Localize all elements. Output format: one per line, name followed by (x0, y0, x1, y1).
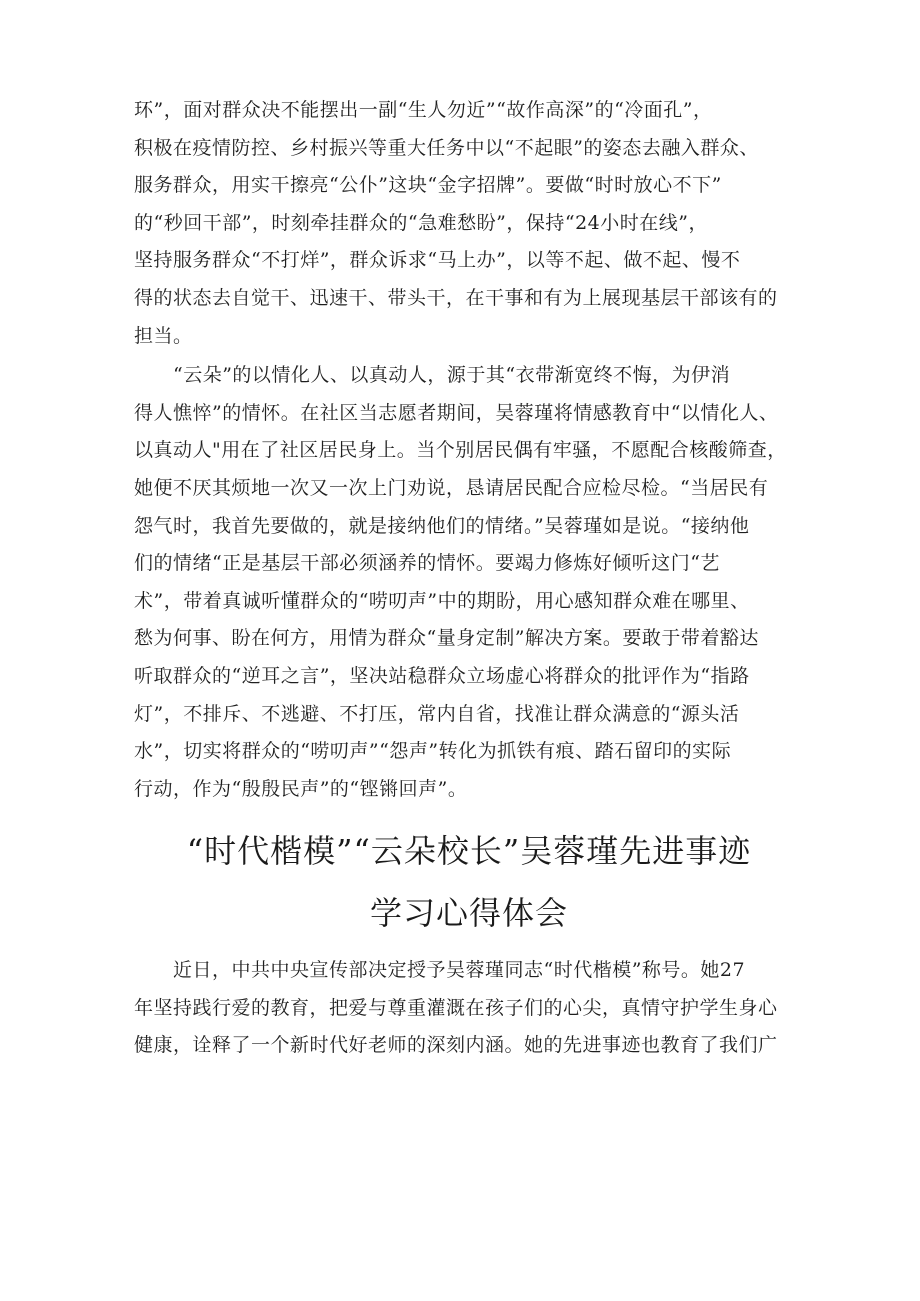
text-line: 听取群众的“逆耳之言”，坚决站稳群众立场虚心将群众的批评作为“指路 (134, 664, 750, 687)
text-line: 们的情绪“正是基层干部必须涵养的情怀。要竭力修炼好倾听这门“艺 (134, 552, 720, 575)
text-line: 积极在疫情防控、乡村振兴等重大任务中以“不起眼”的姿态去融入群众、 (134, 136, 759, 159)
text-line: 年坚持践行爱的教育，把爱与尊重灌溉在孩子们的心尖，真情守护学生身心 (134, 996, 778, 1019)
text-line: 坚持服务群众“不打烊”，群众诉求“马上办”，以等不起、做不起、慢不 (134, 249, 741, 272)
text-line: 环”，面对群众决不能摆出一副“生人勿近”“故作高深”的“冷面孔”， (134, 99, 713, 121)
document-body (134, 92, 804, 1065)
text-line: 得的状态去自觉干、迅速干、带头干，在干事和有为上展现基层干部该有的 (134, 286, 778, 309)
text-line: 近日，中共中央宣传部决定授予吴蓉瑾同志“时代楷模”称号。她27 (134, 959, 746, 982)
text-line: 她便不厌其烦地一次又一次上门劝说，恳请居民配合应检尽检。“当居民有 (134, 476, 769, 499)
title-line-1: “时代楷模”“云朵校长”吴蓉瑾先进事迹 (186, 832, 752, 871)
text-line: 怨气时，我首先要做的，就是接纳他们的情绪。”吴蓉瑾如是说。“接纳他 (134, 514, 750, 537)
paragraph-2 (134, 357, 804, 808)
text-line: “云朵”的以情化人、以真动人，源于其“衣带渐宽终不悔，为伊消 (134, 364, 731, 387)
paragraph-1 (134, 92, 804, 355)
text-line: 担当。 (134, 324, 193, 347)
title-line-2: 学习心得体会 (369, 894, 568, 933)
text-line: 愁为何事、盼在何方，用情为群众“量身定制”解决方案。要敢于带着豁达 (134, 627, 759, 650)
text-line: 行动，作为“殷殷民声”的“铿锵回声”。 (134, 777, 468, 800)
text-line: 术”，带着真诚听懂群众的“唠叨声”中的期盼，用心感知群众难在哪里、 (134, 589, 750, 612)
text-line: 灯”，不排斥、不逃避、不打压，常内自省，找准让群众满意的“源头活 (134, 702, 740, 725)
text-line: 水”，切实将群众的“唠叨声”“怨声”转化为抓铁有痕、踏石留印的实际 (134, 740, 732, 763)
article-title (134, 820, 804, 944)
text-line: 服务群众，用实干擦亮“公仆”这块“金字招牌”。要做“时时放心不下” (134, 174, 722, 197)
text-line: 的“秒回干部”，时刻牵挂群众的“急难愁盼”，保持“24小时在线”， (134, 211, 708, 234)
text-line: 以真动人"用在了社区居民身上。当个别居民偶有牢骚，不愿配合核酸筛查， (134, 439, 787, 462)
text-line: 健康，诠释了一个新时代好老师的深刻内涵。她的先进事迹也教育了我们广 (134, 1034, 778, 1057)
text-line: 得人憔悴”的情怀。在社区当志愿者期间，吴蓉瑾将情感教育中“以情化人、 (134, 401, 779, 424)
paragraph-3 (134, 952, 804, 1065)
